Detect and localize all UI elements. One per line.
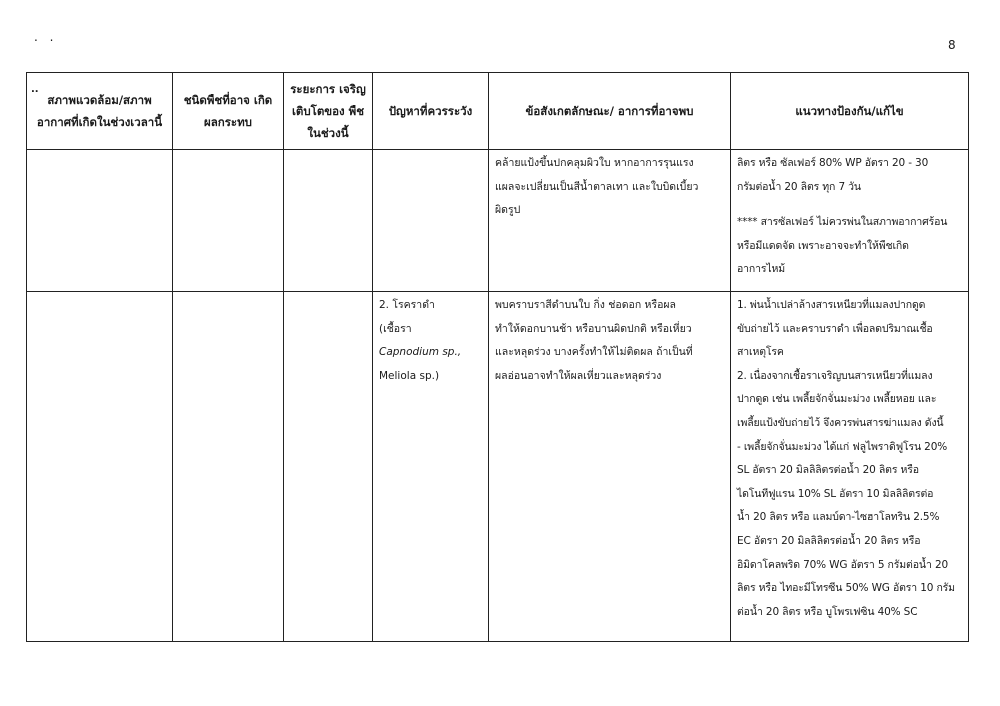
table-row (27, 150, 969, 292)
header-environment: .. สภาพแวดล้อม/สภาพ อากาศที่เกิดในช่วงเวลานี้ (27, 73, 173, 150)
header-prevention: แนวทางป้องกัน/แก้ไข (731, 73, 969, 150)
cell-symptoms: คล้ายแป้งขึ้นปกคลุมผิวใบ หากอาการรุนแรง แผลจะเปลี่ยนเป็นสีน้ำตาลเทา และใบบิดเบี้ยว ผิดรูป (489, 150, 731, 292)
header-problem: ปัญหาที่ควรระวัง (373, 73, 489, 150)
table-row (27, 292, 969, 642)
cell-growth-stage (284, 292, 373, 642)
cell-problem (373, 150, 489, 292)
cell-problem: 2. โรคราดำ (เชื้อรา Capnodium sp., Meliola sp.) (373, 292, 489, 642)
cell-crop-type (173, 292, 284, 642)
header-mark: .. (31, 84, 39, 95)
cell-growth-stage (284, 150, 373, 292)
table-header-row (27, 73, 969, 150)
header-growth-stage: ระยะการ เจริญเติบโตของ พืชในช่วงนี้ (284, 73, 373, 150)
header-crop-type: ชนิดพืชที่อาจ เกิดผลกระทบ (173, 73, 284, 150)
pest-management-table (26, 72, 969, 642)
page-number: 8 (948, 38, 956, 52)
warning-note: **** สารซัลเฟอร์ ไม่ควรพ่นในสภาพอากาศร้อน (737, 216, 948, 229)
cell-symptoms: พบคราบราสีดำบนใบ กิ่ง ช่อดอก หรือผล ทำให้ดอกบานช้า หรือบานผิดปกติ หรือเหี่ยว และหลุดร่วง บางครั้งทำให้ไม่ติดผล ถ้าเป็นที่ ผลอ่อนอาจทำให้ผลเหี่ยวและหลุดร่วง (489, 292, 731, 642)
cell-environment (27, 292, 173, 642)
corner-mark: . . (34, 30, 58, 44)
cell-crop-type (173, 150, 284, 292)
cell-environment (27, 150, 173, 292)
cell-prevention: 1. พ่นน้ำเปล่าล้างสารเหนียวที่แมลงปากดูด ขับถ่ายไว้ และคราบราดำ เพื่อลดปริมาณเชื้อ สาเหตุโรค 2. เนื่องจากเชื้อราเจริญบนสารเหนียวที่แมลง ปากดูด เช่น เพลี้ยจักจั่นมะม่วง เพลี้ยหอย และ เพลี้ยแป้งขับถ่ายไว้ จึงควรพ่นสารฆ่าแมลง ดังนี้ - เพลี้ยจักจั่นมะม่วง ได้แก่ ฟลูไพราดิฟูโรน 20% SL อัตรา 20 มิลลิลิตรต่อน้ำ 20 ลิตร หรือ ไดโนทีฟูแรน 10% SL อัตรา 10 มิลลิลิตรต่อ น้ำ 20 ลิตร หรือ แลมบ์ดา-ไซฮาโลทริน 2.5% EC อัตรา 20 มิลลิลิตรต่อน้ำ 20 ลิตร หรือ อิมิดาโคลพริด 70% WG อัตรา 5 กรัมต่อน้ำ 20 ลิตร หรือ ไทอะมีโทรซีน 50% WG อัตรา 10 กรัม ต่อน้ำ 20 ลิตร หรือ บูโพรเฟซิน 40% SC (731, 292, 969, 642)
cell-prevention: ลิตร หรือ ซัลเฟอร์ 80% WP อัตรา 20 - 30 กรัมต่อน้ำ 20 ลิตร ทุก 7 วัน **** สารซัลเฟอร์ ไม่ควรพ่นในสภาพอากาศร้อน หรือมีแดดจัด เพราะอาจจะทำให้พืชเกิด อาการไหม้ (731, 150, 969, 292)
header-symptoms: ข้อสังเกตลักษณะ/ อาการที่อาจพบ (489, 73, 731, 150)
